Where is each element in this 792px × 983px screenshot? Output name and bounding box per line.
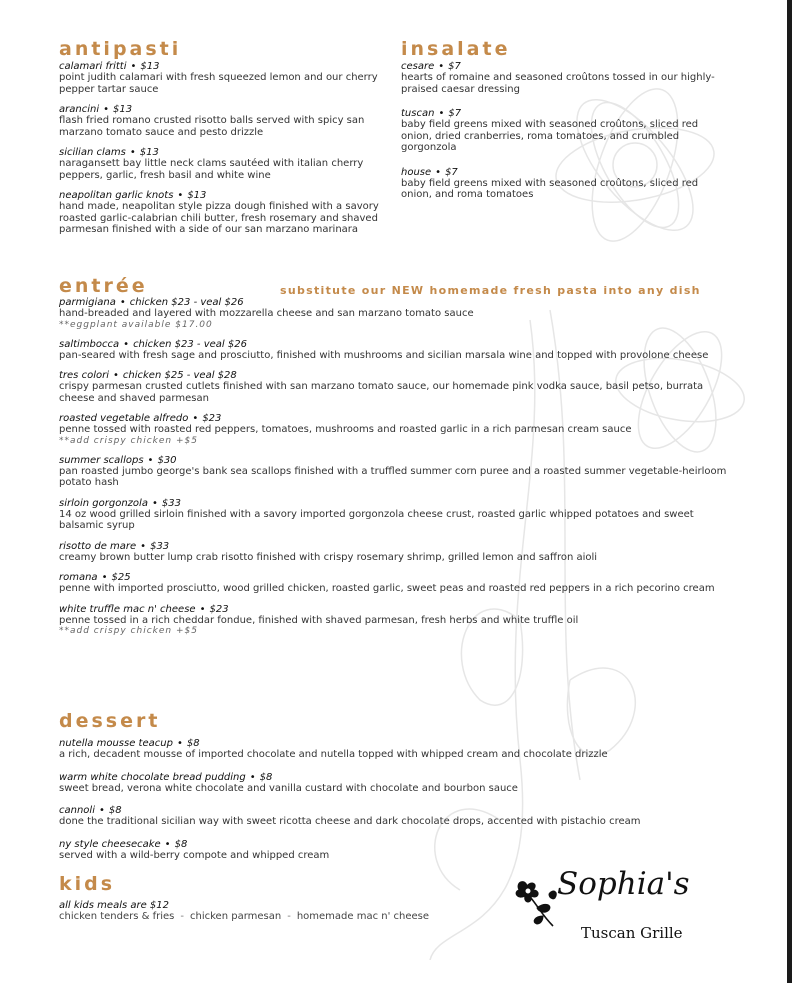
item-name: cesare	[401, 61, 435, 72]
item-name: romana	[59, 572, 98, 583]
item-name: calamari fritti	[59, 61, 127, 72]
menu-item	[59, 839, 729, 862]
item-description: baby field greens mixed with seasoned croûtons, sliced red onion, and roma tomatoes	[401, 177, 699, 200]
menu-item	[401, 61, 731, 95]
bullet-separator: •	[435, 166, 442, 178]
menu-item	[59, 738, 729, 761]
kids-item: chicken parmesan	[190, 911, 282, 922]
menu-item	[59, 541, 729, 564]
kids-heading: all kids meals are $12	[59, 900, 170, 911]
item-price: $33	[161, 497, 181, 509]
item-name: house	[401, 166, 432, 178]
item-name: parmigiana	[59, 297, 116, 308]
item-price: $23	[202, 413, 222, 424]
item-description: hand-breaded and layered with mozzarella cheese and san marzano tomato sauce	[59, 308, 474, 319]
item-description: served with a wild-berry compote and whipped cream	[59, 849, 330, 861]
item-name: white truffle mac n' cheese	[59, 603, 196, 615]
bullet-separator: •	[192, 413, 199, 424]
item-price: $13	[187, 190, 207, 201]
logo-script-name: Sophia's	[557, 866, 690, 902]
bullet-separator: •	[438, 61, 445, 72]
item-name: risotto de mare	[59, 540, 137, 552]
item-description: done the traditional sicilian way with sweet ricotta cheese and dark chocolate drops, accented with pistachio cream	[59, 816, 641, 827]
restaurant-logo	[513, 866, 723, 946]
item-description: pan roasted jumbo george's bank sea scallops finished with a truffled summer corn puree and a roasted summer vegetable-heirloom potato hash	[59, 465, 727, 488]
menu-item	[59, 604, 729, 637]
item-name: sirloin gorgonzola	[59, 497, 148, 509]
item-name: roasted vegetable alfredo	[59, 413, 189, 424]
menu-item	[59, 805, 729, 828]
menu-item	[59, 772, 729, 795]
item-price: $7	[445, 166, 458, 178]
bullet-separator: •	[438, 108, 445, 119]
menu-item	[401, 108, 731, 154]
item-name: ny style cheesecake	[59, 838, 161, 850]
item-description: flash fried romano crusted risotto balls served with spicy san marzano tomato sauce and pesto drizzle	[59, 115, 365, 138]
item-name: tres colori	[59, 370, 109, 381]
antipasti-section	[59, 38, 379, 245]
item-price: $8	[186, 738, 200, 749]
menu-item	[59, 104, 379, 138]
bullet-separator: •	[249, 771, 256, 783]
item-price: $7	[448, 61, 461, 72]
item-name: nutella mousse teacup	[59, 738, 173, 749]
entree-section	[59, 275, 729, 645]
antipasti-title: antipasti	[59, 38, 182, 60]
menu-item	[59, 455, 729, 489]
item-price: $33	[150, 540, 170, 552]
item-name: sicilian clams	[59, 147, 126, 158]
menu-item	[401, 167, 731, 201]
bullet-separator: •	[129, 147, 136, 158]
item-description: hand made, neapolitan style pizza dough finished with a savory roasted garlic-calabrian chili butter, fresh rosemary and shaved parmesan finished with a side of our san marzano marinara	[59, 201, 379, 235]
kids-separator: -	[180, 911, 184, 922]
kids-title: kids	[59, 873, 116, 895]
flower-logo-icon	[513, 876, 561, 928]
bullet-separator: •	[199, 603, 206, 615]
item-name: saltimbocca	[59, 338, 120, 350]
item-description: penne tossed in a rich cheddar fondue, finished with shaved parmesan, fresh herbs and white truffle oil	[59, 614, 579, 626]
item-price: $8	[108, 805, 122, 816]
item-description: penne with imported prosciutto, wood grilled chicken, roasted garlic, sweet peas and roasted red peppers in a rich pecorino cream	[59, 583, 715, 594]
bullet-separator: •	[140, 540, 147, 552]
right-edge-border	[787, 0, 792, 983]
item-description: a rich, decadent mousse of imported chocolate and nutella topped with whipped cream and chocolate drizzle	[59, 749, 608, 760]
insalate-section	[401, 38, 731, 210]
item-name: arancini	[59, 104, 100, 115]
item-description: crispy parmesan crusted cutlets finished with san marzano tomato sauce, our homemade pink vodka sauce, basil petso, burrata cheese and shaved parmesan	[59, 381, 704, 404]
bullet-separator: •	[98, 805, 105, 816]
menu-item	[59, 61, 379, 95]
kids-separator: -	[287, 911, 291, 922]
item-price: $13	[140, 61, 160, 72]
item-note: **add crispy chicken +$5	[59, 626, 198, 636]
bullet-separator: •	[103, 104, 110, 115]
item-description: naragansett bay little neck clams sautéed with italian cherry peppers, garlic, fresh basil and white wine	[59, 158, 364, 181]
item-price: $13	[139, 147, 159, 158]
bullet-separator: •	[101, 572, 108, 583]
item-price: chicken $23 - veal $26	[133, 338, 247, 350]
item-name: tuscan	[401, 108, 435, 119]
bullet-separator: •	[151, 497, 158, 509]
item-description: pan-seared with fresh sage and prosciutto, finished with mushrooms and sicilian marsala wine and topped with provolone cheese	[59, 349, 709, 361]
item-description: hearts of romaine and seasoned croûtons tossed in our highly-praised caesar dressing	[401, 72, 715, 95]
kids-items	[59, 911, 479, 923]
item-price: $8	[174, 838, 188, 850]
item-description: 14 oz wood grilled sirloin finished with a savory imported gorgonzola cheese crust, roasted garlic whipped potatoes and sweet balsamic syrup	[59, 508, 694, 531]
item-price: $25	[111, 572, 131, 583]
item-price: $13	[113, 104, 133, 115]
bullet-separator: •	[177, 190, 184, 201]
bullet-separator: •	[164, 838, 171, 850]
item-price: $7	[448, 108, 462, 119]
kids-item: homemade mac n' cheese	[296, 911, 430, 922]
item-description: creamy brown butter lump crab risotto finished with crispy rosemary shrimp, grilled lemon and saffron aioli	[59, 551, 598, 563]
menu-item	[59, 370, 729, 404]
entree-title: entrée	[59, 275, 148, 297]
menu-item	[59, 339, 729, 362]
item-price: $30	[157, 454, 177, 466]
item-price: $23	[209, 603, 229, 615]
item-note: **eggplant available $17.00	[59, 319, 213, 330]
item-price: $8	[259, 771, 273, 783]
dessert-section	[59, 710, 729, 870]
item-description: point judith calamari with fresh squeezed lemon and our cherry pepper tartar sauce	[59, 72, 378, 95]
menu-item	[59, 413, 729, 446]
item-description: penne tossed with roasted red peppers, tomatoes, mushrooms and roasted garlic in a rich parmesan cream sauce	[59, 424, 632, 435]
pasta-substitute-note: substitute our NEW homemade fresh pasta into any dish	[280, 284, 701, 297]
bullet-separator: •	[147, 454, 154, 466]
menu-item	[59, 147, 379, 181]
bullet-separator: •	[123, 338, 130, 350]
insalate-title: insalate	[401, 38, 511, 60]
menu-item	[59, 190, 379, 236]
menu-item	[59, 498, 729, 532]
logo-subtitle: Tuscan Grille	[581, 924, 683, 942]
item-name: cannoli	[59, 805, 95, 816]
bullet-separator: •	[119, 297, 126, 308]
item-description: sweet bread, verona white chocolate and vanilla custard with chocolate and bourbon sauce	[59, 782, 518, 794]
item-name: neapolitan garlic knots	[59, 190, 174, 201]
bullet-separator: •	[112, 370, 119, 381]
kids-section	[59, 873, 479, 923]
menu-item	[59, 572, 729, 595]
menu-item	[59, 297, 729, 330]
item-name: warm white chocolate bread pudding	[59, 771, 246, 783]
item-description: baby field greens mixed with seasoned croûtons, sliced red onion, dried cranberries, roma tomatoes, and crumbled gorgonzola	[401, 119, 699, 153]
item-name: summer scallops	[59, 454, 144, 466]
dessert-title: dessert	[59, 710, 161, 732]
bullet-separator: •	[130, 61, 137, 72]
item-note: **add crispy chicken +$5	[59, 435, 198, 446]
kids-item: chicken tenders & fries	[59, 911, 175, 922]
bullet-separator: •	[176, 738, 183, 749]
item-price: chicken $25 - veal $28	[122, 370, 237, 381]
item-price: chicken $23 - veal $26	[129, 297, 244, 308]
